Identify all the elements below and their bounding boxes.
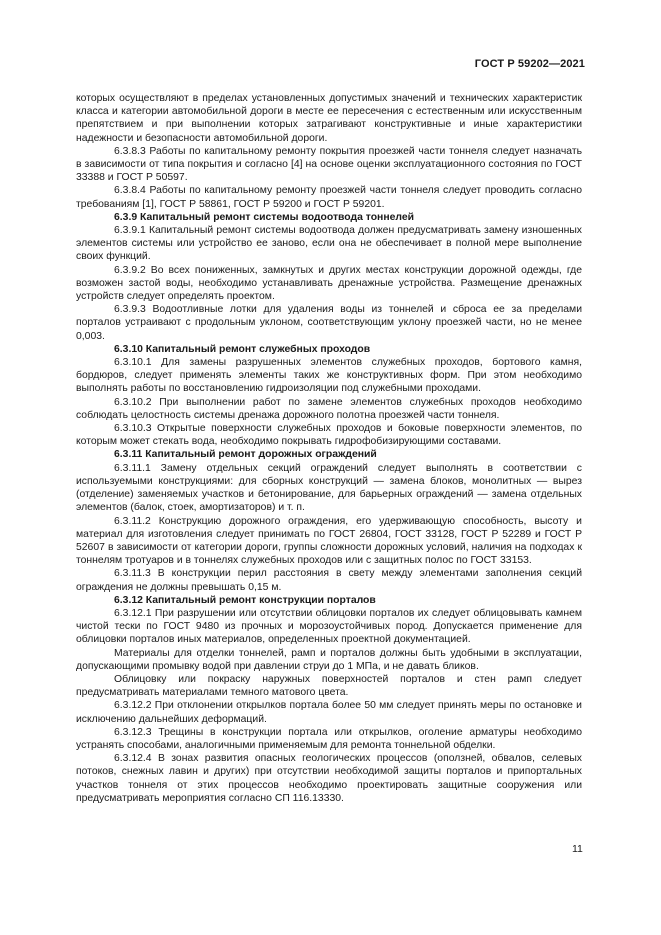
paragraph: 6.3.10.1 Для замены разрушенных элементов служебных проходов, бортового камня, бордюров, следует применять элементы таких же конструктивных форм. При этом необходимо выполнять работы по восстановлению гидроизоляции под служебными проходами. — [76, 357, 582, 395]
paragraph: 6.3.10.3 Открытые поверхности служебных проходов и боковые поверхности элементов, по которым может стекать вода, необходимо покрывать гидрофобизирующими составами. — [76, 423, 582, 448]
section-heading: 6.3.10 Капитальный ремонт служебных проходов — [114, 343, 371, 355]
page-number: 11 — [572, 843, 583, 855]
paragraph: 6.3.8.4 Работы по капитальному ремонту проезжей части тоннеля следует проводить согласно требованиям [1], ГОСТ Р 58861, ГОСТ Р 59200 и ГОСТ Р 59201. — [76, 185, 582, 210]
paragraph: 6.3.11.3 В конструкции перил расстояния в свету между элементами заполнения секций ограждения не должны превышать 0,15 м. — [76, 568, 582, 593]
paragraph: 6.3.9.3 Водоотливные лотки для удаления воды из тоннелей и сброса ее за пределами порталов устраивают с продольным уклоном, соответствующим уклону проезжей части, но не менее 0,003. — [76, 304, 582, 342]
paragraph: 6.3.11.2 Конструкцию дорожного ограждения, его удерживающую способность, высоту и материал для изготовления следует принимать по ГОСТ 26804, ГОСТ 33128, ГОСТ Р 52289 и ГОСТ Р 52607 в зависимости от категории дороги, группы сложности дорожных условий, наличия на подходах к тоннелям тротуаров и в тоннелях служебных проходов или с защитных полос по ГОСТ 33153. — [76, 515, 582, 567]
section-heading: 6.3.12 Капитальный ремонт конструкции порталов — [114, 594, 376, 606]
paragraph: 6.3.12.4 В зонах развития опасных геологических процессов (оползней, обвалов, селевых потоков, снежных лавин и других) при отсутствии необходимой защиты порталов и припортальных участков тоннеля от этих процессов необходимо проектировать защитные сооружения или предусматривать мероприятия согласно СП 116.13330. — [76, 753, 582, 804]
document-header-title: ГОСТ Р 59202—2021 — [474, 58, 585, 70]
paragraph: 6.3.9.2 Во всех пониженных, замкнутых и других местах конструкции дорожной одежды, где возможен застой воды, необходимо устанавливать дренажные устройства. Размещение дренажных устройств следует определять проектом. — [76, 264, 582, 303]
paragraph: 6.3.11.1 Замену отдельных секций ограждений следует выполнять в соответствии с используемыми конструкциями: для сборных конструкций — замена блоков, монолитных — вырез (отделение) заменяемых участков и бетонирование, для барьерных ограждений — замена отдельных элементов (балок, стоек, амортизаторов) и т. п. — [76, 462, 582, 514]
document-body — [76, 92, 582, 805]
paragraph: 6.3.8.3 Работы по капитальному ремонту покрытия проезжей части тоннеля следует назначать в зависимости от типа покрытия и согласно [4] на основе оценки эксплуатационного состояния по ГОСТ 33388 и ГОСТ Р 50597. — [76, 145, 582, 184]
section-heading: 6.3.9 Капитальный ремонт системы водоотвода тоннелей — [114, 211, 415, 223]
paragraph: Материалы для отделки тоннелей, рамп и порталов должны быть удобными в эксплуатации, допускающими промывку водой при давлении струи до 1 МПа, и не давать бликов. — [76, 647, 582, 672]
paragraph: 6.3.12.3 Трещины в конструкции портала или открылков, оголение арматуры необходимо устранять способами, аналогичными применяемым для ремонта тоннельной обделки. — [76, 726, 582, 751]
paragraph: 6.3.10.2 При выполнении работ по замене элементов служебных проходов необходимо соблюдать целостность системы дренажа дорожного полотна проезжей части тоннеля. — [76, 396, 582, 421]
paragraph: 6.3.12.2 При отклонении открылков портала более 50 мм следует принять меры по остановке и исключению дальнейших деформаций. — [76, 700, 582, 725]
paragraph-continuation: которых осуществляют в пределах установленных допустимых значений и технических характеристик класса и категории автомобильной дороги в месте ее пересечения с естественным или искусственным препятствием и при выполнении которых затрагивают конструктивные и иные характеристики надежности и безопасности автомобильной дороги. — [76, 93, 582, 144]
paragraph: Облицовку или покраску наружных поверхностей порталов и стен рамп следует предусматривать материалами темного матового цвета. — [76, 673, 582, 699]
paragraph: 6.3.9.1 Капитальный ремонт системы водоотвода должен предусматривать замену изношенных элементов системы или устройство ее заново, если она не обеспечивает в полной мере выполнение своих функций. — [76, 225, 582, 263]
paragraph: 6.3.12.1 При разрушении или отсутствии облицовки порталов их следует облицовывать камнем чистой тески по ГОСТ 9480 из прочных и морозоустойчивых пород. Допускается применение для облицовки порталов иных материалов, определенных проектной документацией. — [76, 607, 582, 646]
section-heading: 6.3.11 Капитальный ремонт дорожных ограждений — [114, 449, 377, 461]
